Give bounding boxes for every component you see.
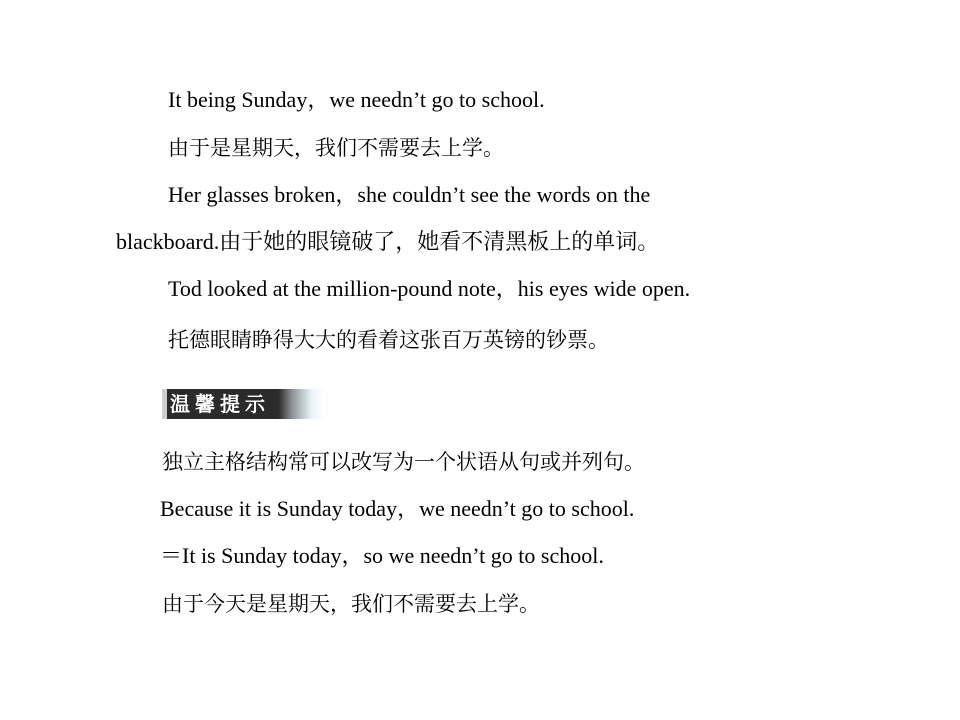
tip-example-1: Because it is Sunday today，we needn’t go to school. [160, 496, 635, 521]
example-3-english: Tod looked at the million-pound note，his eyes wide open. [168, 276, 691, 301]
tip-badge-accent [162, 389, 167, 419]
example-3-chinese: 托德眼睛睁得大大的看着这张百万英镑的钞票。 [168, 328, 609, 352]
tip-text: 独立主格结构常可以改写为一个状语从句或并列句。 [162, 450, 645, 474]
example-1-chinese: 由于是星期天，我们不需要去上学。 [168, 136, 504, 160]
tip-translation: 由于今天是星期天，我们不需要去上学。 [162, 592, 540, 616]
example-1-english: It being Sunday，we needn’t go to school. [168, 87, 545, 112]
tip-example-2: ＝It is Sunday today，so we needn’t go to school. [160, 543, 604, 568]
tip-label: 温馨提示 [170, 392, 270, 416]
example-2-english-line1: Her glasses broken，she couldn’t see the words on the [168, 182, 651, 207]
tip-badge [162, 389, 324, 419]
example-2-english-line2: blackboard.由于她的眼镜破了，她看不清黑板上的单词。 [116, 229, 660, 254]
